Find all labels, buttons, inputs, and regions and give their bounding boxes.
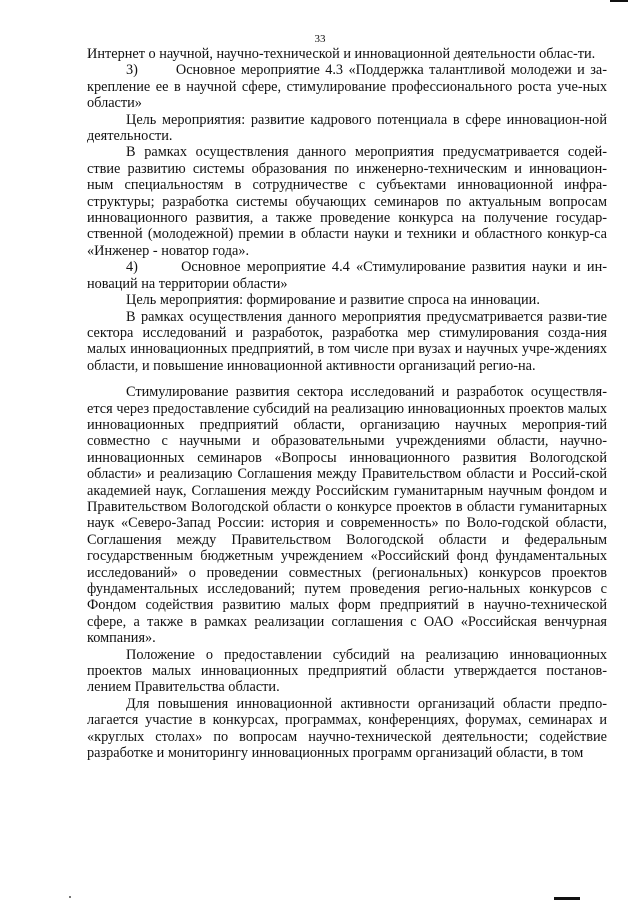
paragraph-goal-4-4: Цель мероприятия: формирование и развитие спроса на инновации. (126, 292, 540, 309)
paragraph-continuation: Интернет о научной, научно-технической и инновационной деятельности облас-ти. (87, 46, 596, 62)
paragraph-description-4-4: В рамках осуществления данного мероприятия предусматривается разви-тие сектора исследований и разработок, разработка мер стимулирования созда-ния малых инновационных предприятий, в том числе при вузах и научных учре-ждениях области, и повышение инновационной активности организаций регио-на. (87, 308, 607, 374)
list-item-4: 4) Основное мероприятие 4.4 «Стимулирование развития науки и ин-новаций на территории области» (87, 259, 607, 292)
list-item-3: 3) Основное мероприятие 4.3 «Поддержка талантливой молодежи и за-крепление ее в научной сфере, стимулирование профессионального роста уче-ных области» (87, 62, 607, 112)
paragraph-subsidies: Положение о предоставлении субсидий на реализацию инновационных проектов малых инновационных предприятий области утверждается постанов-лением Правительства области. (87, 646, 607, 696)
body-text (87, 46, 607, 761)
page-number: 33 (314, 33, 326, 45)
paragraph-goal-4-3: Цель мероприятия: развитие кадрового потенциала в сфере инновацион-ной деятельности. (87, 111, 607, 145)
paragraph-activity: Для повышения инновационной активности организаций области предпо-лагается участие в конкурсах, программах, конференциях, форумах, семинарах и «круглых столах» по вопросам научно-технической деятельности; содействие разработке и мониторингу инновационных программ организаций области, в том (87, 695, 607, 762)
scan-mark-bottom (554, 897, 580, 900)
scan-mark (610, 0, 628, 2)
paragraph-description-4-3: В рамках осуществления данного мероприятия предусматривается содей-ствие развитию системы образования по инженерно-техническим и инновацион-ным специальностям в сотрудничестве с субъектами инновационной инфра-структуры; разработка системы обучающих семинаров по актуальным вопросам инновационного развития, а также проведение конкурса на получение государ-ственной (молодежной) премии в области науки и техники и областного конкур-са «Инженер - новатор года». (87, 144, 607, 259)
scan-dot (69, 896, 71, 898)
paragraph-stimulation: Стимулирование развития сектора исследований и разработок осуществля-ется через предоставление субсидий на реализацию инновационных проектов малых инновационных предприятий области, организацию научных мероприя-тий совместно с научными и образовательными учреждениями области, научно-инновационных семинаров «Вопросы инновационного развития Вологодской области» и реализацию Соглашения между Правительством области и Россий-ской академией наук, Соглашения между Российским гуманитарным научным фондом и Правительством Вологодской области о конкурсе проектов в области гуманитарных наук «Северо-Запад России: история и современность» по Воло-годской области, Соглашения между Правительством Вологодской области и федеральным государственным бюджетным учреждением «Российский фонд фундаментальных исследований» о проведении совместных (региональных) конкурсов проектов фундаментальных исследований; путем проведения регио-нальных конкурсов с Фондом содействия развитию малых форм предприятий в научно-технической сфере, а также в рамках реализации соглашения с ОАО «Российская венчурная компания». (87, 384, 607, 647)
